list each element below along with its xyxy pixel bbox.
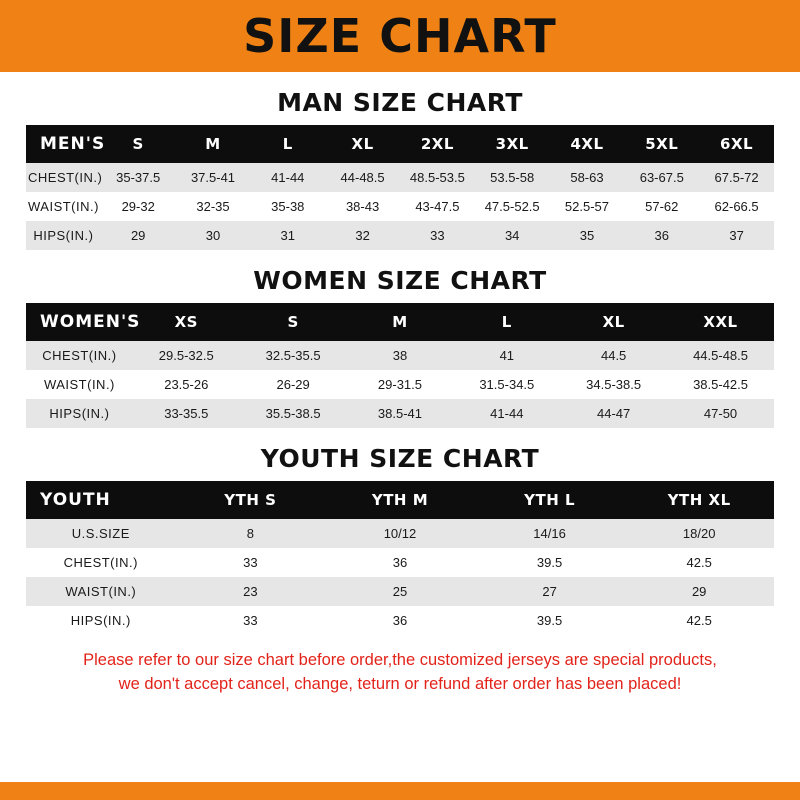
men-chest-6xl: 67.5-72 [699,163,774,192]
table-header-row [26,303,774,341]
men-chest-s: 35-37.5 [101,163,176,192]
women-hips-xl: 44-47 [560,399,667,428]
men-header-l: L [250,125,325,163]
women-waist-l: 31.5-34.5 [453,370,560,399]
men-waist-xl: 38-43 [325,192,400,221]
youth-hips-l: 39.5 [475,606,625,635]
men-header-6xl: 6XL [699,125,774,163]
men-chest-3xl: 53.5-58 [475,163,550,192]
women-chest-xxl: 44.5-48.5 [667,341,774,370]
youth-table-body [26,519,774,635]
youth-ussize-label: U.S.SIZE [26,519,176,548]
youth-header-s: YTH S [176,481,326,519]
men-header-xl: XL [325,125,400,163]
women-header-xl: XL [560,303,667,341]
youth-header-l: YTH L [475,481,625,519]
youth-chest-s: 33 [176,548,326,577]
men-waist-m: 32-35 [176,192,251,221]
men-hips-3xl: 34 [475,221,550,250]
men-waist-5xl: 57-62 [624,192,699,221]
men-hips-4xl: 35 [550,221,625,250]
women-waist-s: 26-29 [240,370,347,399]
women-header-l: L [453,303,560,341]
women-chest-m: 38 [347,341,454,370]
women-waist-m: 29-31.5 [347,370,454,399]
youth-ussize-xl: 18/20 [624,519,774,548]
men-waist-6xl: 62-66.5 [699,192,774,221]
section-title-women: WOMEN SIZE CHART [253,266,547,295]
men-waist-label: WAIST(IN.) [26,192,101,221]
women-chest-s: 32.5-35.5 [240,341,347,370]
women-chest-label: CHEST(IN.) [26,341,133,370]
youth-size-table [26,481,774,635]
table-row [26,606,774,635]
men-waist-2xl: 43-47.5 [400,192,475,221]
youth-waist-l: 27 [475,577,625,606]
men-header-3xl: 3XL [475,125,550,163]
men-hips-5xl: 36 [624,221,699,250]
youth-chest-l: 39.5 [475,548,625,577]
youth-chest-label: CHEST(IN.) [26,548,176,577]
youth-ussize-l: 14/16 [475,519,625,548]
men-chest-m: 37.5-41 [176,163,251,192]
men-hips-m: 30 [176,221,251,250]
section-title-youth: YOUTH SIZE CHART [260,444,540,473]
women-chest-xs: 29.5-32.5 [133,341,240,370]
men-hips-xl: 32 [325,221,400,250]
youth-waist-s: 23 [176,577,326,606]
women-hips-xs: 33-35.5 [133,399,240,428]
page-title: SIZE CHART [243,9,557,63]
youth-hips-s: 33 [176,606,326,635]
men-header-5xl: 5XL [624,125,699,163]
youth-ussize-m: 10/12 [325,519,475,548]
table-header-row [26,125,774,163]
women-waist-xs: 23.5-26 [133,370,240,399]
men-chest-xl: 44-48.5 [325,163,400,192]
footer-band [0,782,800,800]
youth-hips-label: HIPS(IN.) [26,606,176,635]
youth-chest-xl: 42.5 [624,548,774,577]
men-size-table [26,125,774,250]
women-header-label: WOMEN'S [26,303,133,341]
youth-header-label: YOUTH [26,481,176,519]
men-chest-l: 41-44 [250,163,325,192]
youth-header-m: YTH M [325,481,475,519]
women-header-s: S [240,303,347,341]
men-header-4xl: 4XL [550,125,625,163]
header-band [0,0,800,72]
men-hips-s: 29 [101,221,176,250]
men-hips-l: 31 [250,221,325,250]
chart-content [0,88,800,697]
table-row [26,192,774,221]
men-hips-6xl: 37 [699,221,774,250]
women-chest-l: 41 [453,341,560,370]
women-hips-label: HIPS(IN.) [26,399,133,428]
men-header-m: M [176,125,251,163]
women-waist-xxl: 38.5-42.5 [667,370,774,399]
women-table-body [26,341,774,428]
youth-hips-xl: 42.5 [624,606,774,635]
women-hips-l: 41-44 [453,399,560,428]
men-table-body [26,163,774,250]
order-notice [26,649,774,697]
men-hips-label: HIPS(IN.) [26,221,101,250]
men-header-2xl: 2XL [400,125,475,163]
table-row [26,399,774,428]
women-hips-xxl: 47-50 [667,399,774,428]
men-chest-label: CHEST(IN.) [26,163,101,192]
men-header-s: S [101,125,176,163]
women-size-table [26,303,774,428]
women-header-m: M [347,303,454,341]
men-waist-4xl: 52.5-57 [550,192,625,221]
men-hips-2xl: 33 [400,221,475,250]
youth-waist-label: WAIST(IN.) [26,577,176,606]
men-chest-2xl: 48.5-53.5 [400,163,475,192]
women-chest-xl: 44.5 [560,341,667,370]
men-table-header [26,125,774,163]
women-header-xxl: XXL [667,303,774,341]
notice-line-2: we don't accept cancel, change, teturn or refund after order has been placed! [118,674,682,693]
women-waist-xl: 34.5-38.5 [560,370,667,399]
table-row [26,519,774,548]
women-hips-s: 35.5-38.5 [240,399,347,428]
table-row [26,163,774,192]
men-waist-l: 35-38 [250,192,325,221]
youth-table-header [26,481,774,519]
men-header-label: MEN'S [26,125,101,163]
youth-waist-m: 25 [325,577,475,606]
table-row [26,548,774,577]
youth-chest-m: 36 [325,548,475,577]
women-header-xs: XS [133,303,240,341]
youth-waist-xl: 29 [624,577,774,606]
table-row [26,341,774,370]
women-waist-label: WAIST(IN.) [26,370,133,399]
men-waist-s: 29-32 [101,192,176,221]
women-hips-m: 38.5-41 [347,399,454,428]
women-table-header [26,303,774,341]
youth-header-xl: YTH XL [624,481,774,519]
table-row [26,577,774,606]
table-row [26,221,774,250]
youth-hips-m: 36 [325,606,475,635]
notice-line-1: Please refer to our size chart before order,the customized jerseys are special products, [83,651,717,669]
men-waist-3xl: 47.5-52.5 [475,192,550,221]
youth-ussize-s: 8 [176,519,326,548]
men-chest-5xl: 63-67.5 [624,163,699,192]
table-header-row [26,481,774,519]
section-title-men: MAN SIZE CHART [277,88,523,117]
table-row [26,370,774,399]
men-chest-4xl: 58-63 [550,163,625,192]
